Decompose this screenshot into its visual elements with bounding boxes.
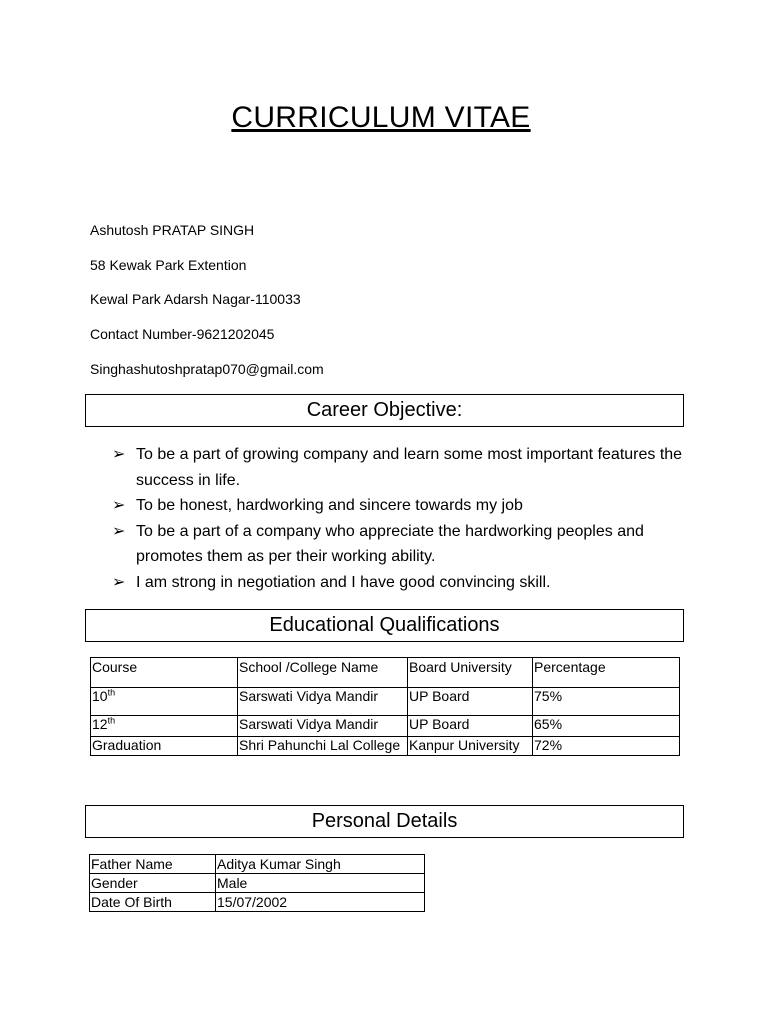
arrow-bullet-icon: ➢	[112, 573, 126, 591]
column-header: Board University	[408, 658, 533, 688]
table-row	[91, 737, 680, 756]
contact-phone: Contact Number-9621202045	[90, 326, 275, 342]
personal-details-table	[89, 854, 425, 912]
percentage-cell: 65%	[533, 716, 680, 737]
objective-text: To be a part of a company who appreciate the hardworking peoples and promotes them as per their working ability.	[136, 522, 644, 565]
column-header: Course	[91, 658, 238, 688]
detail-label: Father Name	[90, 855, 216, 874]
detail-value: 15/07/2002	[216, 893, 425, 912]
document-title: CURRICULUM VITAE	[231, 101, 531, 134]
arrow-bullet-icon: ➢	[112, 497, 126, 514]
course-cell: Graduation	[91, 737, 238, 756]
school-cell: Sarswati Vidya Mandir	[238, 716, 408, 737]
board-cell: UP Board	[408, 688, 533, 716]
arrow-bullet-icon: ➢	[112, 522, 126, 540]
course-cell: 12th	[91, 716, 238, 737]
column-header: School /College Name	[238, 658, 408, 688]
objective-item	[112, 493, 692, 519]
percentage-cell: 72%	[533, 737, 680, 756]
contact-email: Singhashutoshpratap070@gmail.com	[90, 361, 324, 377]
personal-details-heading: Personal Details	[85, 805, 684, 838]
school-cell: Sarswati Vidya Mandir	[238, 688, 408, 716]
course-cell: 10th	[91, 688, 238, 716]
contact-address-line-2: Kewal Park Adarsh Nagar-110033	[90, 291, 301, 307]
board-cell: Kanpur University	[408, 737, 533, 756]
detail-value: Aditya Kumar Singh	[216, 855, 425, 874]
objective-item	[112, 570, 692, 596]
table-row	[90, 874, 425, 893]
detail-label: Gender	[90, 874, 216, 893]
table-header-row	[91, 658, 680, 688]
career-objective-list	[112, 442, 692, 595]
objective-item	[112, 519, 692, 570]
column-header: Percentage	[533, 658, 680, 688]
objective-item	[112, 442, 692, 493]
table-row	[90, 893, 425, 912]
ordinal-suffix: th	[107, 715, 116, 726]
arrow-bullet-icon: ➢	[112, 446, 126, 463]
board-cell: UP Board	[408, 716, 533, 737]
table-row	[91, 716, 680, 737]
objective-text: To be honest, hardworking and sincere towards my job	[136, 497, 523, 514]
detail-label: Date Of Birth	[90, 893, 216, 912]
contact-name: Ashutosh PRATAP SINGH	[90, 222, 255, 238]
education-heading: Educational Qualifications	[85, 609, 684, 642]
ordinal-suffix: th	[107, 687, 116, 698]
detail-value: Male	[216, 874, 425, 893]
objective-text: To be a part of growing company and learn some most important features the success in life.	[136, 446, 683, 489]
percentage-cell: 75%	[533, 688, 680, 716]
education-table	[90, 657, 680, 756]
table-row	[91, 688, 680, 716]
contact-address-line-1: 58 Kewak Park Extention	[90, 257, 247, 273]
table-row	[90, 855, 425, 874]
objective-text: I am strong in negotiation and I have good convincing skill.	[136, 573, 551, 591]
school-cell: Shri Pahunchi Lal College	[238, 737, 408, 756]
career-objective-heading: Career Objective:	[85, 394, 684, 427]
